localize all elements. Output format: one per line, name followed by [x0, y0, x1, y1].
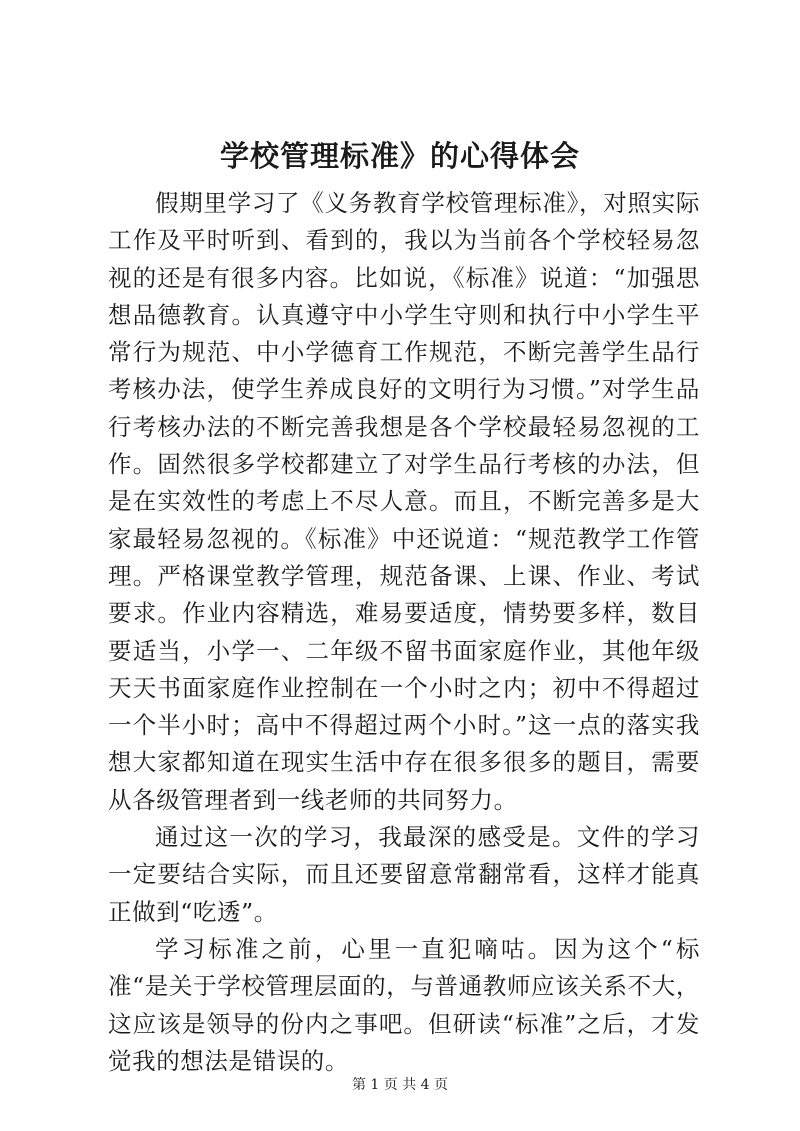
paragraph-1: 假期里学习了《义务教育学校管理标准》，对照实际工作及平时听到、看到的，我以为当前各个学校轻易忽视的还是有很多内容。比如说，《标准》说道：“加强思想品德教育。认真遵守中小学生守则和执行中小学生平常行为规范、中小学德育工作规范，不断完善学生品行考核办法，使学生养成良好的文明行为习惯。”对学生品行考核办法的不断完善我想是各个学校最轻易忽视的工作。固然很多学校都建立了对学生品行考核的办法，但是在实效性的考虑上不尽人意。而且，不断完善多是大家最轻易忽视的。《标准》中还说道：“规范教学工作管理。严格课堂教学管理，规范备课、上课、作业、考试要求。作业内容精选，难易要适度，情势要多样，数目要适当，小学一、二年级不留书面家庭作业，其他年级天天书面家庭作业控制在一个小时之内；初中不得超过一个半小时；高中不得超过两个小时。”这一点的落实我想大家都知道在现实生活中存在很多很多的题目，需要从各级管理者到一线老师的共同努力。: [108, 189, 700, 814]
page-footer: 第 1 页 共 4 页: [351, 1077, 449, 1093]
paragraph-2: 通过这一次的学习，我最深的感受是。文件的学习一定要结合实际，而且还要留意常翻常看，这样才能真正做到“吃透”。: [108, 823, 700, 926]
document-body: [108, 185, 700, 1080]
paragraph-3: 学习标准之前，心里一直犯嘀咕。因为这个“标准“是关于学校管理层面的，与普通教师应该关系不大，这应该是领导的份内之事吧。但研读“标准”之后，才发觉我的想法是错误的。: [108, 934, 700, 1075]
document-title: 学校管理标准》的心得体会: [219, 139, 580, 173]
